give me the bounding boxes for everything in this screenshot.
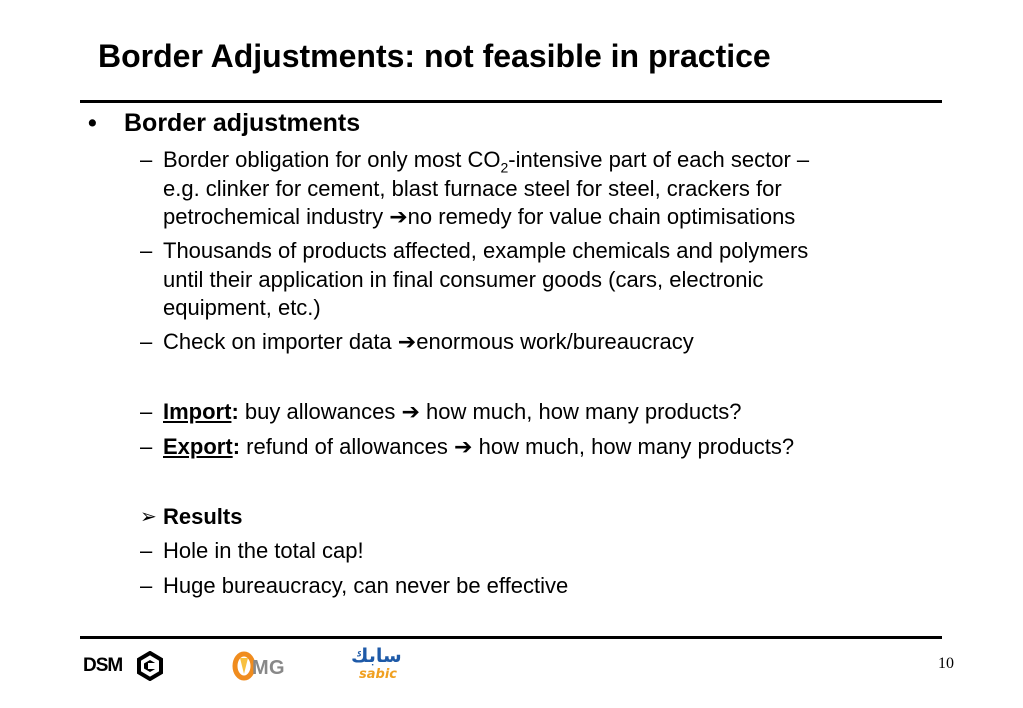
list-item: Huge bureaucracy, can never be effective [163, 573, 569, 598]
list-item-continuation: equipment, etc.) [163, 295, 321, 320]
dsm-logo [83, 652, 168, 680]
dash: – [140, 329, 153, 354]
bottom-rule [80, 636, 942, 639]
dash: – [140, 147, 153, 172]
dash: – [140, 399, 153, 424]
results-heading: Results [163, 504, 243, 529]
item-text: petrochemical industry [163, 204, 390, 229]
item-text: how much, how many products? [472, 434, 795, 459]
colon: : [231, 399, 239, 424]
list-item-continuation: e.g. clinker for cement, blast furnace steel for steel, crackers for [163, 176, 782, 201]
item-text: buy allowances [238, 399, 402, 424]
item-text: no remedy for value chain optimisations [407, 204, 796, 229]
item-text: Border obligation for only most CO [163, 147, 501, 172]
svg-text:G: G [269, 657, 285, 679]
list-item: Thousands of products affected, example chemicals and polymers [163, 238, 809, 263]
dash: – [140, 573, 153, 598]
sabic-logo [345, 645, 411, 685]
main-bullet-label: Border adjustments [124, 109, 361, 137]
item-text: enormous work/bureaucracy [416, 329, 694, 354]
arrow-icon: ➔ [389, 205, 408, 230]
svg-text:M: M [252, 657, 269, 679]
item-text: -intensive part of each sector – [508, 147, 810, 172]
dash: – [140, 434, 153, 459]
top-rule [80, 100, 942, 103]
subscript-2: 2 [500, 159, 509, 176]
dsm-logo-text: DSM [83, 655, 123, 676]
dsm-logo-mark [135, 651, 165, 681]
list-item [163, 329, 694, 356]
item-text: how much, how many products? [419, 399, 742, 424]
arrow-icon: ➔ [397, 330, 417, 355]
sabic-latin-text: sabic [359, 667, 397, 682]
main-bullet [88, 110, 360, 136]
dash: – [140, 238, 153, 263]
arrow-icon: ➔ [401, 400, 420, 425]
page-title: Border Adjustments: not feasible in practice [98, 38, 771, 74]
page-number: 10 [938, 655, 954, 672]
item-text: refund of allowances [240, 434, 455, 459]
omg-logo [232, 648, 290, 682]
list-item: Hole in the total cap! [163, 538, 364, 563]
export-label: Export [163, 434, 233, 459]
dash: – [140, 538, 153, 563]
list-item-continuation [163, 204, 795, 231]
list-item [163, 147, 810, 176]
import-label: Import [163, 399, 232, 424]
list-item-continuation: until their application in final consumer goods (cars, electronic [163, 267, 764, 292]
item-text: Check on importer data [163, 329, 398, 354]
results-arrow-icon: ➢ [140, 504, 157, 528]
arrow-icon: ➔ [454, 435, 473, 460]
colon: : [232, 434, 241, 459]
sabic-arabic-text: سابك [351, 645, 402, 667]
list-item-import [163, 399, 741, 426]
bullet-dot: • [88, 109, 97, 137]
list-item-export [163, 434, 794, 461]
omg-logo-mark [232, 648, 290, 682]
